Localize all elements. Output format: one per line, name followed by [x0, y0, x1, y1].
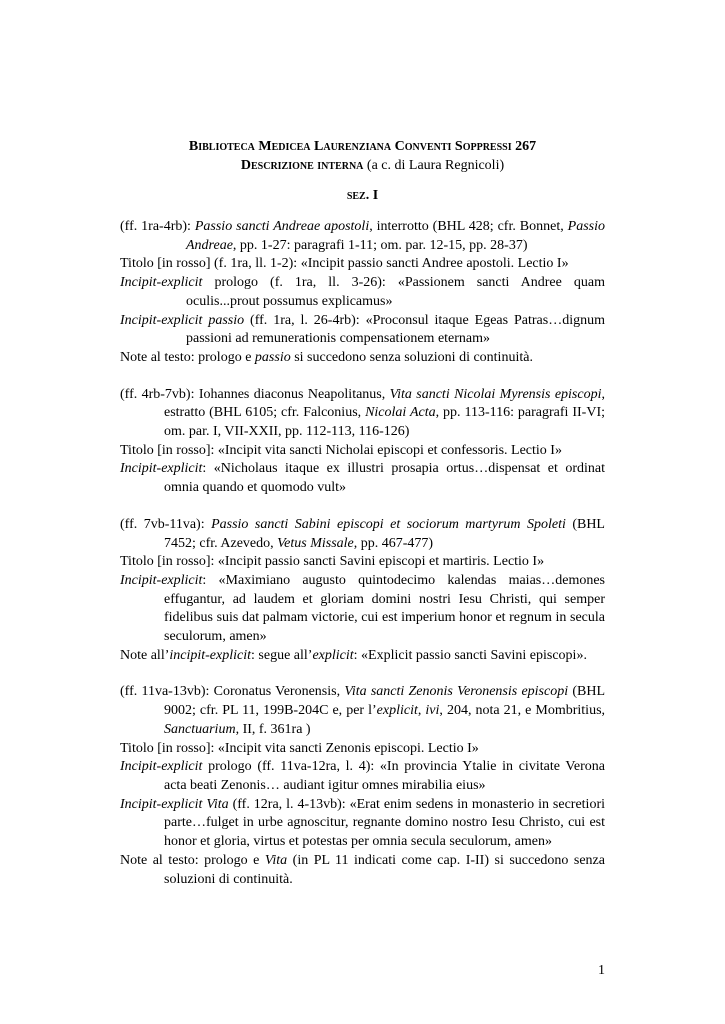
- catalog-content: [120, 218, 605, 889]
- note-line: Note al testo: prologo e passio si succedono senza soluzioni di continuità.: [120, 349, 533, 365]
- incipit-explicit-line: Incipit-explicit: «Nicholaus itaque ex illustri prosapia ortus…dispensat et ordinat omnia quando et quomodo vult»: [120, 461, 605, 496]
- incipit-explicit-line: Incipit-explicit Vita (ff. 12ra, l. 4-13vb): «Erat enim sedens in monasterio in secretiori parte…fulget in urbe agnoscitur, regnante domino nostro Iesu Christo, cui est honor et gloria, virtus et potestas per omnia secula seculorum, amen»: [120, 796, 606, 850]
- author-credit: (a c. di Laura Regnicoli): [366, 158, 505, 173]
- header-line-1: [0, 137, 725, 156]
- document-header: [0, 137, 725, 175]
- library-name: Biblioteca Medicea Laurenziana Conventi Soppressi: [188, 139, 512, 154]
- entry-heading: (ff. 7vb-11va): Passio sancti Sabini episcopi et sociorum martyrum Spoleti (BHL 7452; cfr. Azevedo, Vetus Missale, pp. 467-477): [120, 516, 605, 551]
- incipit-explicit-line: Incipit-explicit prologo (f. 1ra, ll. 3-26): «Passionem sancti Andree quam oculis...prout possumus explicamus»: [120, 275, 605, 309]
- entry-title-line: Titolo [in rosso]: «Incipit vita sancti Nicholai episcopi et confessoris. Lectio I»: [120, 442, 562, 458]
- note-line: Note al testo: prologo e Vita (in PL 11 indicati come cap. I-II) si succedono senza soluzioni di continuità.: [120, 852, 605, 887]
- entry-heading: (ff. 4rb-7vb): Iohannes diaconus Neapolitanus, Vita sancti Nicolai Myrensis episcopi, estratto (BHL 6105; cfr. Falconius, Nicolai Acta, pp. 113-116: paragrafi II-VI; om. par. I, VII-XXII, pp. 112-113, 116-126): [120, 386, 605, 440]
- header-line-2: [0, 156, 725, 175]
- entry-title-line: Titolo [in rosso]: «Incipit passio sancti Savini episcopi et martiris. Lectio I»: [120, 554, 545, 570]
- manuscript-number: 267: [515, 139, 537, 154]
- entry-title-line: Titolo [in rosso]: «Incipit vita sancti Zenonis episcopi. Lectio I»: [120, 740, 479, 756]
- incipit-explicit-line: Incipit-explicit passio (ff. 1ra, l. 26-4rb): «Proconsul itaque Egeas Patras…dignum passioni ad remunerationis compensationem eternam»: [120, 312, 605, 347]
- incipit-explicit-line: Incipit-explicit: «Maximiano augusto quintodecimo kalendas maias…demones effugantur, ad laudem et gloriam domini nostri Iesu Christi, qui semper fidelibus suis dat palmam victorie, cui est imperium honor et regnum in secula seculorum, amen»: [120, 572, 605, 645]
- section-title: sez. I: [346, 188, 379, 203]
- description-label: Descrizione interna: [240, 158, 364, 173]
- incipit-explicit-line: Incipit-explicit prologo (ff. 11va-12ra, l. 4): «In provincia Ytalie in civitate Verona acta beati Zenonis… audiant igitur omnes mirabilia eius»: [120, 759, 605, 793]
- entry-heading: (ff. 1ra-4rb): Passio sancti Andreae apostoli, interrotto (BHL 428; cfr. Bonnet, Passio Andreae, pp. 1-27: paragrafi 1-11; om. par. 12-15, pp. 28-37): [120, 219, 605, 253]
- entry-heading: (ff. 11va-13vb): Coronatus Veronensis, Vita sancti Zenonis Veronensis episcopi (BHL 9002; cfr. PL 11, 199B-204C e, per l’explicit, ivi, 204, nota 21, e Mombritius, Sanctuarium, II, f. 361ra ): [120, 684, 606, 737]
- page-number: 1: [598, 963, 605, 978]
- entry-title-line: Titolo [in rosso] (f. 1ra, ll. 1-2): «Incipit passio sancti Andree apostoli. Lectio I»: [120, 256, 569, 272]
- note-line: Note all’incipit-explicit: segue all’explicit: «Explicit passio sancti Savini episcopi».: [120, 647, 587, 663]
